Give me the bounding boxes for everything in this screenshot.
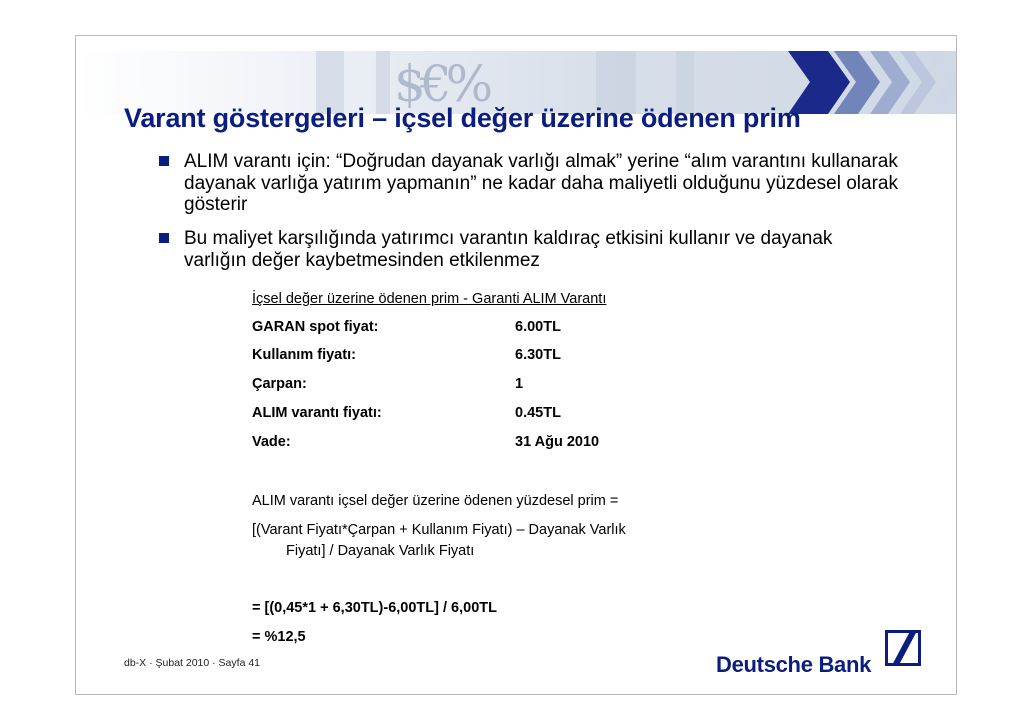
footer-text: db-X · Şubat 2010 · Sayfa 41 bbox=[124, 657, 261, 669]
deutsche-bank-logo-icon bbox=[885, 630, 921, 666]
calculation-heading: İçsel değer üzerine ödenen prim - Garanti ALIM Varantı bbox=[252, 291, 607, 307]
bullet-item bbox=[159, 228, 899, 271]
chevron-arrows-icon bbox=[788, 51, 956, 114]
formula-result: = %12,5 bbox=[252, 629, 306, 645]
brand-name: Deutsche Bank bbox=[716, 652, 872, 677]
calc-row-value: 6.00TL bbox=[515, 319, 561, 335]
formula bbox=[252, 520, 732, 562]
formula-substitution: = [(0,45*1 + 6,30TL)-6,00TL] / 6,00TL bbox=[252, 600, 497, 616]
calc-row-label: Çarpan: bbox=[252, 376, 307, 392]
currency-symbols-decoration: $€% bbox=[394, 55, 488, 113]
calc-row-label: ALIM varantı fiyatı: bbox=[252, 405, 382, 421]
slide bbox=[75, 35, 957, 695]
formula-line: Fiyatı] / Dayanak Varlık Fiyatı bbox=[286, 543, 475, 559]
calc-row-value: 6.30TL bbox=[515, 347, 561, 363]
calc-row-label: Kullanım fiyatı: bbox=[252, 347, 356, 363]
logo-slash bbox=[892, 630, 916, 666]
calc-row-value: 1 bbox=[515, 376, 524, 392]
calc-row bbox=[252, 347, 561, 363]
formula-intro: ALIM varantı içsel değer üzerine ödenen yüzdesel prim = bbox=[252, 493, 619, 509]
bullet-text: Bu maliyet karşılığında yatırımcı varantın kaldıraç etkisini kullanır ve dayanak varlığın değer kaybetmesinden etkilenmez bbox=[184, 228, 833, 271]
bullet-square-icon bbox=[159, 156, 169, 166]
calc-row-value: 31 Ağu 2010 bbox=[515, 434, 600, 450]
bullet-square-icon bbox=[159, 233, 169, 243]
page-title: Varant göstergeleri – içsel değer üzerine ödenen prim bbox=[124, 103, 801, 133]
bullet-text: ALIM varantı için: “Doğrudan dayanak varlığı almak” yerine “alım varantını kullanarak dayanak varlığa yatırım yapmanın” ne kadar daha maliyetli olduğunu yüzdesel olarak gösterir bbox=[184, 151, 898, 215]
calc-row-value: 0.45TL bbox=[515, 405, 561, 421]
calc-row bbox=[252, 434, 600, 450]
calc-row bbox=[252, 376, 524, 392]
formula-line: [(Varant Fiyatı*Çarpan + Kullanım Fiyatı) – Dayanak Varlık bbox=[252, 522, 626, 538]
calc-row bbox=[252, 319, 561, 335]
calc-row-label: Vade: bbox=[252, 434, 291, 450]
calc-row-label: GARAN spot fiyat: bbox=[252, 319, 379, 335]
calc-row bbox=[252, 405, 561, 421]
bullet-item bbox=[159, 151, 899, 216]
